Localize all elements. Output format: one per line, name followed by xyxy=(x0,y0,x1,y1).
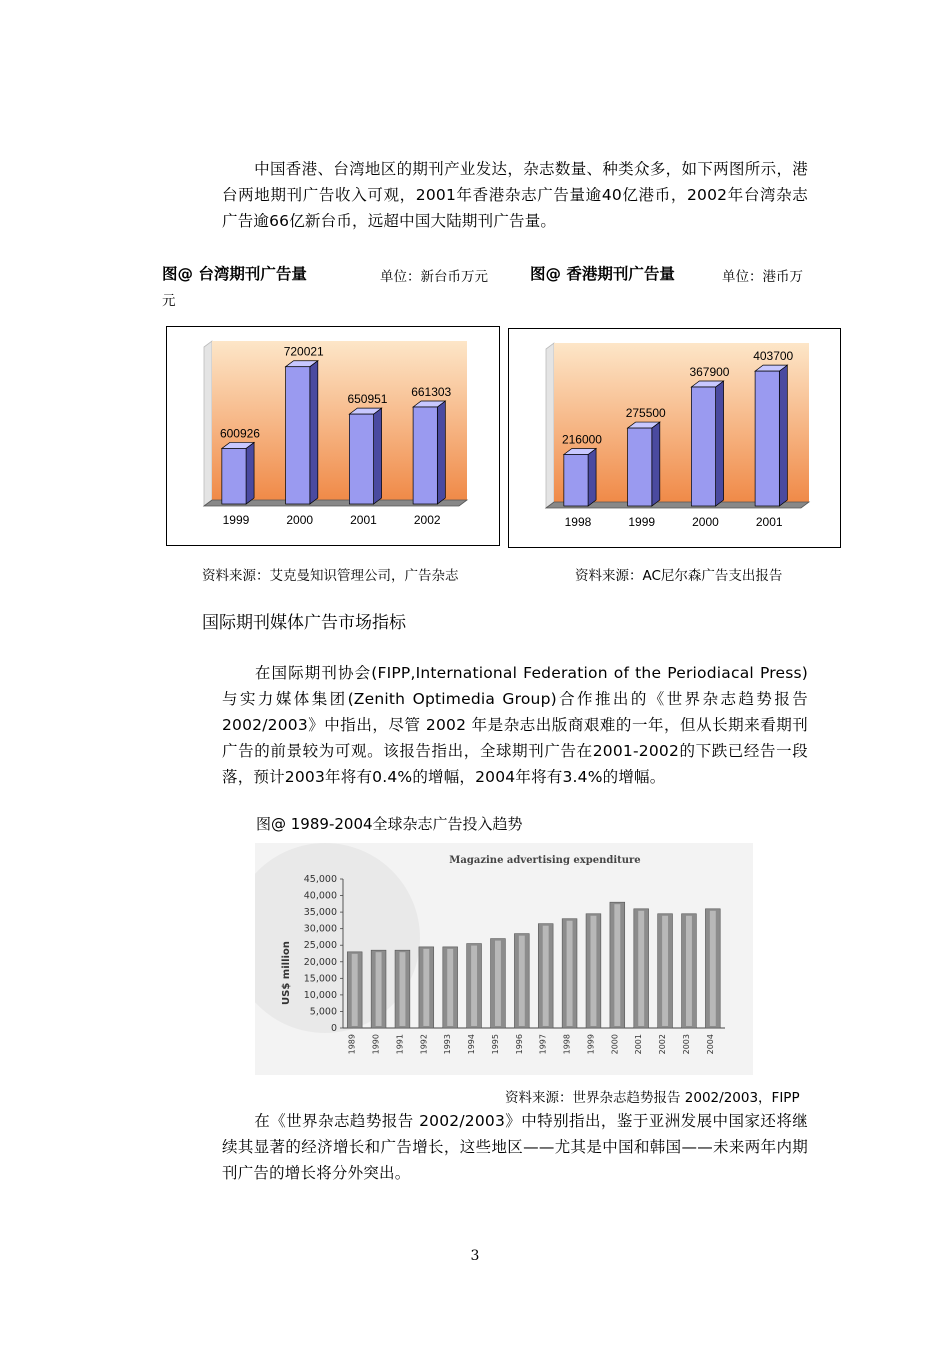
x-tick-label: 1998 xyxy=(562,1034,572,1055)
y-tick-label: 45,000 xyxy=(303,874,337,885)
bar-highlight xyxy=(352,954,358,1026)
x-tick-label: 1994 xyxy=(467,1034,477,1055)
bar-highlight xyxy=(614,904,620,1026)
global-chart-source: 资料来源：世界杂志趋势报告 2002/2003，FIPP xyxy=(505,1090,800,1106)
x-tick-label: 1991 xyxy=(395,1034,405,1055)
bar-value-label: 367900 xyxy=(689,365,730,380)
x-tick-label: 1999 xyxy=(628,515,656,529)
bar-highlight xyxy=(567,921,573,1026)
bar-side xyxy=(716,381,724,506)
x-tick-label: 2001 xyxy=(634,1034,644,1055)
hongkong-chart-caption: 图@ 香港期刊广告量 xyxy=(530,265,675,283)
bar-side xyxy=(652,422,660,506)
hongkong-bar-chart xyxy=(509,329,840,547)
bar-side xyxy=(374,408,382,504)
x-tick-label: 1998 xyxy=(564,515,592,529)
y-tick-label: 5,000 xyxy=(309,1006,337,1018)
x-tick-label: 2000 xyxy=(610,1034,620,1055)
x-tick-label: 1993 xyxy=(443,1034,453,1055)
bar-highlight xyxy=(686,916,692,1026)
x-tick-label: 1996 xyxy=(514,1034,524,1055)
bar-value-label: 720021 xyxy=(283,344,324,359)
bar xyxy=(222,448,246,504)
bar-value-label: 216000 xyxy=(561,432,602,447)
bar-highlight xyxy=(399,952,405,1026)
bar xyxy=(628,428,652,506)
bar-highlight xyxy=(638,911,644,1026)
x-tick-label: 1989 xyxy=(347,1034,357,1055)
chart-side-wall xyxy=(204,341,212,506)
intro-paragraph: 中国香港、台湾地区的期刊产业发达，杂志数量、种类众多，如下两图所示，港台两地期刊广告收入可观，2001年香港杂志广告量逾40亿港币，2002年台湾杂志广告逾66亿新台币，远超中国大陆期刊广告量。 xyxy=(222,160,808,230)
bar-highlight xyxy=(710,911,716,1026)
chart-side-wall xyxy=(546,343,554,508)
bar-side xyxy=(246,442,254,504)
y-tick-label: 30,000 xyxy=(303,923,337,935)
x-tick-label: 2002 xyxy=(413,513,441,527)
bar-highlight xyxy=(376,952,382,1026)
x-tick-label: 2004 xyxy=(705,1034,715,1055)
bar xyxy=(413,407,437,504)
taiwan-chart-frame xyxy=(166,326,500,546)
page-number: 3 xyxy=(470,1248,480,1264)
bar xyxy=(755,371,779,506)
hongkong-chart-unit: 单位：港币万 xyxy=(722,269,803,285)
taiwan-chart-source: 资料来源：艾克曼知识管理公司，广告杂志 xyxy=(202,568,459,584)
bar-highlight xyxy=(423,949,429,1026)
section-heading: 国际期刊媒体广告市场指标 xyxy=(202,613,406,633)
asia-paragraph: 在《世界杂志趋势报告 2002/2003》中特别指出，鉴于亚洲发展中国家还将继续其显著的经济增长和广告增长，这些地区——尤其是中国和韩国——未来两年内期刊广告的增长将分外突出。 xyxy=(222,1112,808,1182)
y-tick-label: 15,000 xyxy=(303,973,337,985)
x-tick-label: 2001 xyxy=(350,513,377,527)
bar-highlight xyxy=(543,926,549,1026)
x-tick-label: 1999 xyxy=(586,1034,596,1055)
x-tick-label: 2001 xyxy=(755,515,783,529)
x-tick-label: 1995 xyxy=(490,1034,500,1055)
bar-value-label: 275500 xyxy=(625,406,666,421)
chart-title: Magazine advertising expenditure xyxy=(449,855,641,866)
bar-side xyxy=(310,361,318,504)
bar-value-label: 650951 xyxy=(347,392,388,407)
x-tick-label: 2002 xyxy=(658,1034,668,1055)
x-tick-label: 2000 xyxy=(692,515,719,529)
bar-highlight xyxy=(471,946,477,1026)
bar xyxy=(286,367,310,504)
y-tick-label: 10,000 xyxy=(303,989,337,1001)
x-tick-label: 2000 xyxy=(286,513,314,527)
y-tick-label: 20,000 xyxy=(303,956,337,968)
bar xyxy=(691,387,715,506)
global-chart-image xyxy=(255,843,753,1075)
bar-highlight xyxy=(447,949,453,1026)
bar-highlight xyxy=(519,936,525,1026)
taiwan-chart-unit-wrap: 元 xyxy=(162,293,176,309)
x-tick-label: 1999 xyxy=(222,513,250,527)
bar-value-label: 600926 xyxy=(219,426,260,441)
y-axis-label: US$ million xyxy=(281,941,292,1005)
bar-highlight xyxy=(590,916,596,1026)
bar-value-label: 661303 xyxy=(411,385,452,400)
x-tick-label: 1990 xyxy=(371,1034,381,1055)
hongkong-chart-frame xyxy=(508,328,841,548)
x-tick-label: 1992 xyxy=(419,1034,429,1055)
x-tick-label: 2003 xyxy=(681,1034,691,1055)
y-tick-label: 0 xyxy=(330,1023,337,1034)
bar-value-label: 403700 xyxy=(753,349,794,364)
bar xyxy=(564,454,588,506)
hongkong-chart-source: 资料来源：AC尼尔森广告支出报告 xyxy=(575,568,783,584)
fipp-paragraph: 在国际期刊协会(FIPP,International Federation of the Periodiacal Press)与实力媒体集团(Zenith Optimedia Group)合作推出的《世界杂志趋势报告 2002/2003》中指出，尽管 2002 年是杂志出版商艰难的一年，但从长期来看期刊广告的前景较为可观。该报告指出，全球期刊广告在2001-2002的下跌已经告一段落，预计2003年将有0.4%的增幅，2004年将有3.4%的增幅。 xyxy=(222,664,808,786)
y-tick-label: 25,000 xyxy=(303,940,337,952)
global-chart-caption: 图@ 1989-2004全球杂志广告投入趋势 xyxy=(256,815,523,833)
x-tick-label: 1997 xyxy=(538,1034,548,1055)
taiwan-chart-caption: 图@ 台湾期刊广告量 xyxy=(162,265,307,283)
bar xyxy=(349,414,373,504)
global-bar-chart xyxy=(255,843,753,1075)
y-tick-label: 35,000 xyxy=(303,907,337,919)
taiwan-chart-unit: 单位：新台币万元 xyxy=(380,269,488,285)
bar-side xyxy=(588,448,596,506)
taiwan-bar-chart xyxy=(167,327,499,545)
bar-highlight xyxy=(662,916,668,1026)
bar-highlight xyxy=(495,941,501,1026)
bar-side xyxy=(779,365,787,506)
bar-side xyxy=(437,401,445,504)
y-tick-label: 40,000 xyxy=(303,890,337,902)
